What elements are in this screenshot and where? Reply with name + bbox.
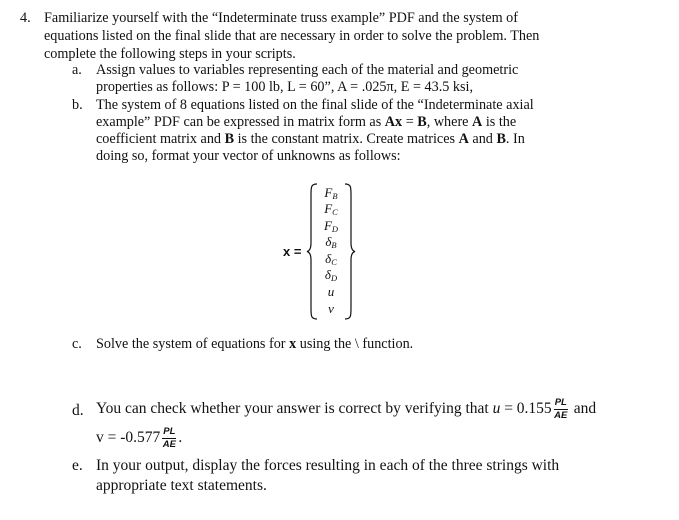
question-intro-line-3: complete the following steps in your scripts. xyxy=(44,46,296,62)
part-b-line-4: doing so, format your vector of unknowns as follows: xyxy=(96,148,401,164)
b-l2-A: A xyxy=(472,114,483,130)
part-b-line-2 xyxy=(96,114,516,131)
part-e-letter: e. xyxy=(72,457,83,474)
part-c-line xyxy=(96,336,413,353)
b-l3-b: B xyxy=(224,131,235,147)
entry-main: F xyxy=(324,185,333,200)
part-c-letter: c. xyxy=(72,336,82,352)
part-a-line-2: properties as follows: P = 100 lb, L = 60”, A = .025π, E = 43.5 ksi, xyxy=(96,79,474,95)
entry-main: δ xyxy=(325,251,332,266)
frac-denominator: AE xyxy=(554,410,568,421)
part-d-letter: d. xyxy=(72,402,84,419)
question-intro-line-1: Familiarize yourself with the “Indeterminate truss example” PDF and the system of xyxy=(44,10,518,26)
b-l2-where: , where xyxy=(426,114,473,130)
pl-over-ae-fraction-2 xyxy=(162,427,176,450)
d-t1: You can check whether your answer is correct by verifying that xyxy=(96,400,493,418)
entry-main: F xyxy=(323,218,332,233)
c-t2: using the \ function. xyxy=(296,336,414,352)
d-end: . xyxy=(178,429,183,447)
d-t2: = 0.155 xyxy=(500,400,552,418)
entry-main: F xyxy=(324,201,333,216)
entry-sub: D xyxy=(331,224,339,234)
entry-main: u xyxy=(327,284,335,299)
b-l3-B: B xyxy=(496,131,506,147)
b-l2-eq: = xyxy=(402,114,418,130)
part-b-letter: b. xyxy=(72,97,83,113)
part-a-line-1: Assign values to variables representing each of the material and geometric xyxy=(96,62,519,78)
entry-main: δ xyxy=(324,267,331,282)
part-b-line-1: The system of 8 equations listed on the final slide of the “Indeterminate axial xyxy=(96,97,534,113)
c-t1: Solve the system of equations for xyxy=(96,336,290,352)
part-d-line-2 xyxy=(96,427,182,450)
frac-numerator: PL xyxy=(163,426,176,437)
frac-numerator: PL xyxy=(554,397,567,408)
d-t3: and xyxy=(569,400,597,418)
entry-sub: C xyxy=(332,207,338,217)
entry-main: v xyxy=(328,301,334,316)
d-v: v = -0.577 xyxy=(96,429,161,447)
b-l2-is: is the xyxy=(482,114,517,130)
b-l3-in: . In xyxy=(505,131,525,147)
pl-over-ae-fraction-1 xyxy=(554,398,568,421)
b-l2-a: example” PDF can be expressed in matrix form as xyxy=(96,114,385,130)
b-l3-and: and xyxy=(468,131,497,147)
b-l3-A: A xyxy=(458,131,469,147)
part-e-line-2: appropriate text statements. xyxy=(96,477,267,494)
part-d-line-1 xyxy=(96,398,596,421)
part-e-line-1: In your output, display the forces resulting in each of the three strings with xyxy=(96,457,560,474)
b-l3-a: coefficient matrix and xyxy=(96,131,225,147)
vector-entry-v xyxy=(316,301,346,320)
entry-sub: B xyxy=(331,240,337,250)
d-u: u xyxy=(492,400,501,418)
right-brace-icon xyxy=(344,183,356,320)
part-a-letter: a. xyxy=(72,62,82,78)
entry-main: δ xyxy=(325,234,332,249)
b-l2-ax: Ax xyxy=(384,114,403,130)
unknowns-vector xyxy=(316,183,346,320)
entry-sub: B xyxy=(332,191,338,201)
vector-label: x = xyxy=(283,244,302,259)
entry-sub: D xyxy=(330,273,338,283)
entry-sub: C xyxy=(331,257,337,267)
c-x: x xyxy=(289,336,297,352)
question-intro-line-2: equations listed on the final slide that are necessary in order to solve the problem. Then xyxy=(44,28,540,44)
part-b-line-3 xyxy=(96,131,525,148)
b-l3-c: is the constant matrix. Create matrices xyxy=(234,131,459,147)
frac-denominator: AE xyxy=(162,439,176,450)
b-l2-b: B xyxy=(417,114,427,130)
question-number: 4. xyxy=(20,10,31,26)
